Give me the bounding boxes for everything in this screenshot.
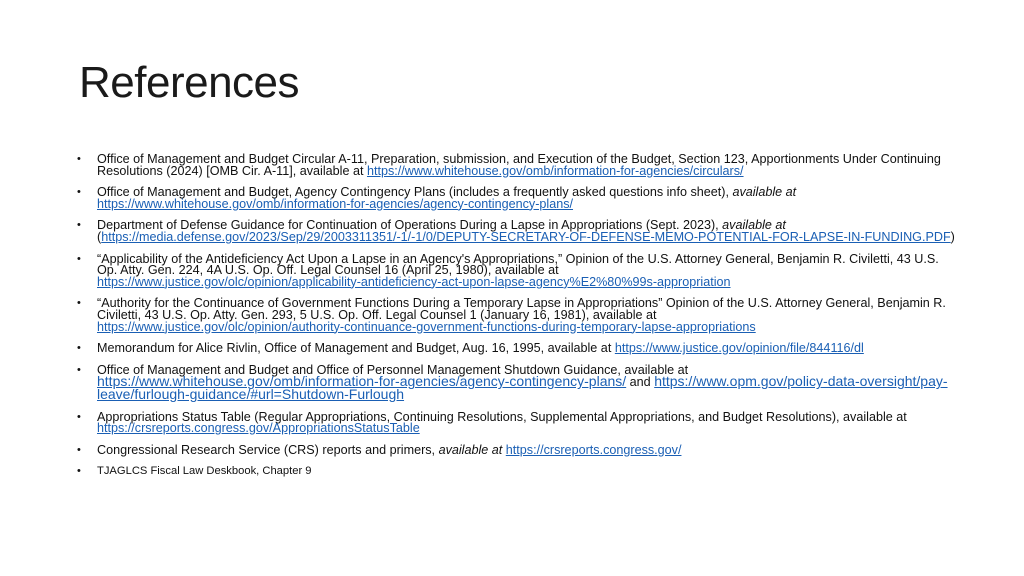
list-item (76, 466, 956, 478)
bullet-icon: • (77, 465, 81, 478)
list-item (76, 442, 956, 457)
reference-link[interactable]: https://www.whitehouse.gov/omb/information-for-agencies/agency-contingency-plans/ (97, 196, 574, 211)
bullet-icon: • (77, 342, 81, 355)
reference-link[interactable]: https://crsreports.congress.gov/AppropriationsStatusTable (97, 421, 420, 436)
reference-emphasis: available at (732, 185, 797, 200)
references-list (76, 154, 956, 488)
bullet-icon: • (77, 252, 81, 265)
close-paren: ) (950, 229, 955, 244)
list-item (76, 251, 956, 289)
reference-text: “Authority for the Continuance of Government Functions During a Temporary Lapse in Appropriations” Opinion of the U.S. Attorney General, Benjamin R. Civiletti, 43 U.S. Op. Atty. Gen. 293, 5 U.S. Op. Off. Legal Counsel 1 (January 16, 1981), available at (97, 296, 946, 322)
reference-link[interactable]: https://media.defense.gov/2023/Sep/29/2003311351/-1/-1/0/DEPUTY-SECRETARY-OF-DEFENSE-MEMO-POTENTIAL-FOR-LAPSE-IN-FUNDING.PDF (101, 229, 951, 244)
reference-link[interactable]: https://www.justice.gov/opinion/file/844116/dl (614, 341, 864, 356)
reference-text: Office of Management and Budget and Office of Personnel Management Shutdown Guidance, available at (97, 362, 689, 377)
reference-text: TJAGLCS Fiscal Law Deskbook, Chapter 9 (97, 465, 312, 478)
bullet-icon: • (77, 410, 81, 423)
list-item (76, 409, 956, 436)
list-item (76, 298, 956, 333)
bullet-icon: • (77, 186, 81, 199)
list-item (76, 343, 956, 355)
list-item (76, 187, 956, 210)
reference-emphasis: available at (438, 442, 503, 457)
reference-link[interactable]: https://www.whitehouse.gov/omb/information-for-agencies/agency-contingency-plans/ (97, 373, 627, 390)
list-item (76, 154, 956, 177)
bullet-icon: • (77, 363, 81, 376)
reference-text: “Applicability of the Antideficiency Act Upon a Lapse in an Agency's Appropriations,” Opinion of the U.S. Attorney General, Benjamin R. Civiletti, 43 U.S. Op. Atty. Gen. 224, 4A U.S. Op. Off. Legal Counsel 16 (April 25, 1980), available at (97, 251, 939, 278)
reference-link[interactable]: https://www.justice.gov/olc/opinion/authority-continuance-government-functions-during-temporary-lapse-appropriations (97, 319, 756, 334)
list-item (76, 362, 956, 402)
reference-link[interactable]: https://www.justice.gov/olc/opinion/applicability-antideficiency-act-upon-lapse-agency%E2%80%99s-appropriation (97, 274, 731, 289)
page-title: References (79, 58, 300, 107)
bullet-icon: • (77, 153, 81, 165)
reference-text: Office of Management and Budget Circular A-11, Preparation, submission, and Execution of the Budget, Section 123, Apportionments Under Continuing Resolutions (2024) [OMB Cir. A-11], available at (97, 152, 941, 178)
open-paren: ( (97, 229, 102, 244)
reference-text: Department of Defense Guidance for Continuation of Operations During a Lapse in Appropriations (Sept. 2023), (97, 218, 723, 233)
reference-link-secondary[interactable]: https://www.opm.gov/policy-data-oversight/pay-leave/furlough-guidance/#url=Shutdown-Furlough (97, 373, 948, 402)
bullet-icon: • (77, 219, 81, 232)
bullet-icon: • (77, 443, 81, 456)
reference-text: Appropriations Status Table (Regular Appropriations, Continuing Resolutions, Supplemental Appropriations, and Budget Resolutions), available at (97, 409, 907, 424)
reference-link[interactable]: https://www.whitehouse.gov/omb/information-for-agencies/circulars/ (366, 163, 744, 178)
bullet-icon: • (77, 297, 81, 310)
reference-emphasis: available at (722, 218, 786, 233)
conjunction-text: and (626, 375, 655, 390)
reference-text: Office of Management and Budget, Agency Contingency Plans (includes a frequently asked questions info sheet), (97, 185, 733, 200)
list-item (76, 220, 956, 243)
reference-text: Congressional Research Service (CRS) reports and primers, (97, 442, 439, 457)
reference-link[interactable]: https://crsreports.congress.gov/ (505, 442, 682, 457)
reference-text: Memorandum for Alice Rivlin, Office of Management and Budget, Aug. 16, 1995, available at (97, 341, 615, 356)
